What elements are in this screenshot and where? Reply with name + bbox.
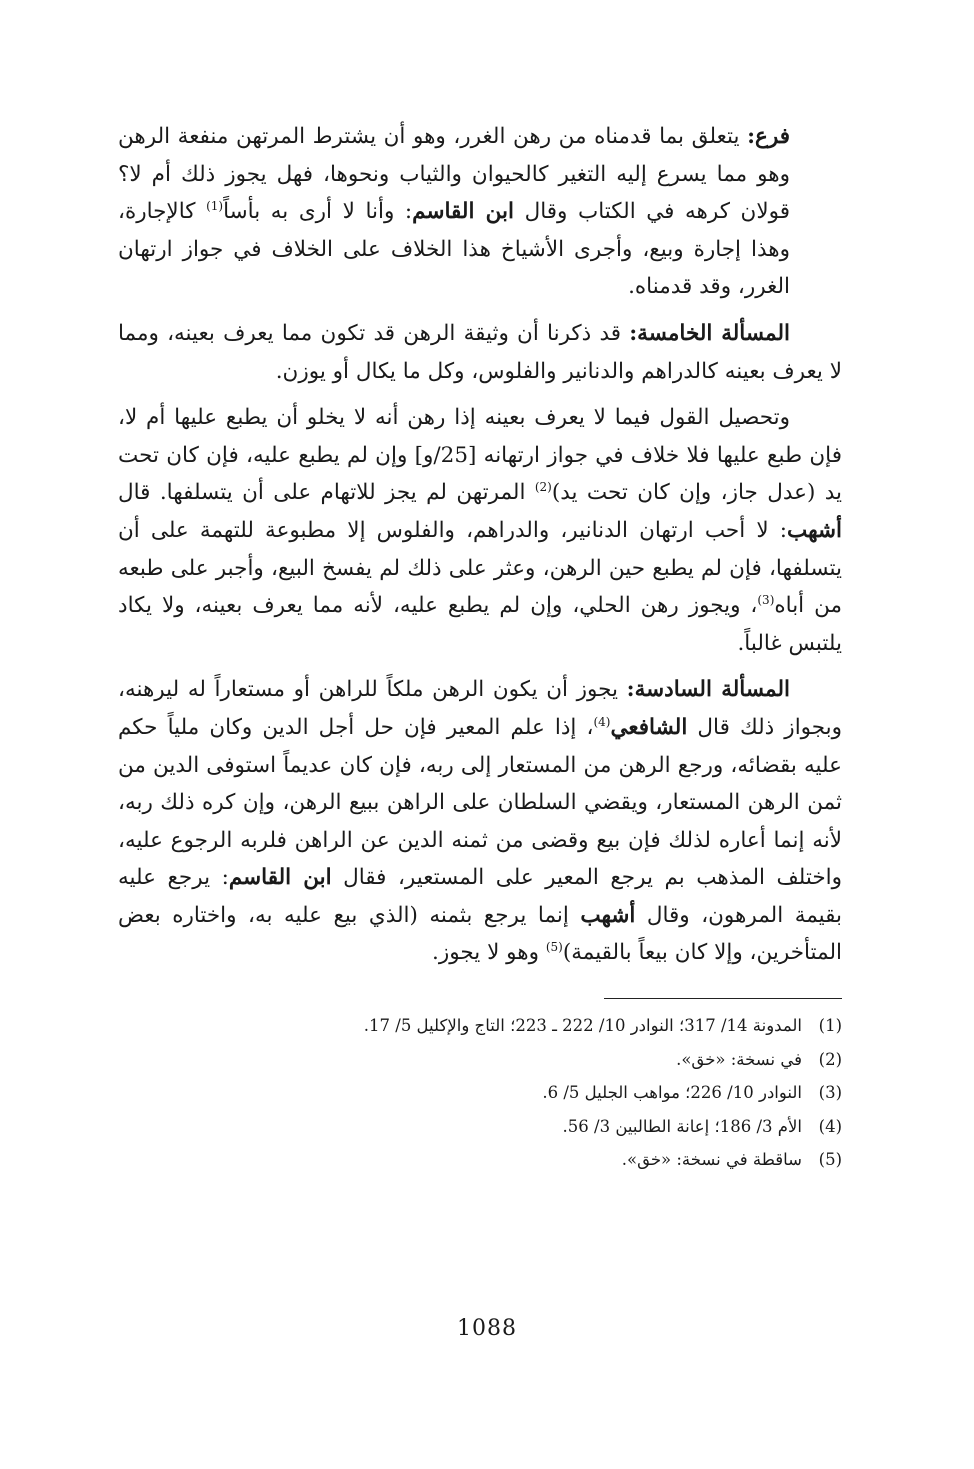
paragraph xyxy=(118,399,842,662)
page-number: 1088 xyxy=(457,1316,517,1341)
footnote-ref: (4) xyxy=(593,714,611,729)
footnote-item xyxy=(118,1043,842,1077)
footnote-number: (5) xyxy=(818,1150,842,1170)
section-heading: المسألة السادسة: xyxy=(626,677,790,703)
section-heading: المسألة الخامسة: xyxy=(629,320,790,346)
footnote-text: الأم 3/ 186؛ إعانة الطالبين 3/ 56. xyxy=(562,1116,802,1136)
text-run: : وأنا لا أرى به بأساً xyxy=(223,199,413,225)
text-run: : يرجع عليه بقيمة المرهون، وقال xyxy=(118,865,842,928)
paragraph xyxy=(118,671,842,972)
footnote-item xyxy=(118,1110,842,1144)
bold-name: أشهب xyxy=(580,902,636,928)
footnote-number: (3) xyxy=(818,1083,842,1103)
text-run: قد ذكرنا أن وثيقة الرهن قد تكون مما يعرف بعينه، ومما لا يعرف بعينه كالدراهم والدنانير والفلوس، وكل ما يكال أو يوزن. xyxy=(118,320,842,384)
text-run: ، ويجوز رهن الحلي، وإن لم يطبع عليه، لأنه مما يعرف بعينه، ولا يكاد يلتبس غالباً. xyxy=(118,593,842,656)
section-heading: فرع: xyxy=(747,124,790,149)
text-run: يتعلق بما قدمناه من رهن الغرر، وهو أن يشترط المرتهن منفعة الرهن وهو مما يسرع إليه التغير كالحيوان والثياب ونحوها، فهل يجوز ذلك أم لا؟ قولان كرهه في الكتاب وقال xyxy=(118,124,790,225)
footnote-ref: (5) xyxy=(545,940,563,955)
footnote-item xyxy=(118,1143,842,1177)
paragraph xyxy=(118,118,790,306)
footnote-number: (4) xyxy=(818,1116,842,1136)
text-run: المرتهن لم يجز للاتهام على أن يتسلفها. قال xyxy=(118,480,535,506)
footnote-number: (1) xyxy=(818,1016,842,1036)
footnote-text: في نسخة: «خق». xyxy=(676,1049,802,1069)
text-run: ، إذا علم المعير فإن حل أجل الدين وكان ملياً حكم عليه بقضائه، ورجع الرهن من المستعار إلى ربه، فإن كان عديماً استوفى الدين من ثمن الرهن المستعار، ويقضي السلطان على الراهن ببيع الرهن، وإن كره ذلك ربه، لأنه إنما أعاره لذلك فإن بيع وقضى من ثمنه الدين عن الراهن فلربه الرجوع عليه، واختلف المذهب بم يرجع المعير على المستعير، فقال xyxy=(118,714,842,891)
footnote-ref: (3) xyxy=(757,592,775,607)
footnote-item xyxy=(118,1076,842,1110)
footnote-item xyxy=(118,1009,842,1043)
text-run: وتحصيل القول فيما لا يعرف بعينه إذا رهن أنه لا يخلو أن يطبع عليها أم لا، فإن طبع عليها فلا خلاف في جواز ارتهانه [25/و] وإن لم يطبع عليه، فإن كان تحت يد (عدل جاز، وإن كان تحت يد) xyxy=(118,405,842,506)
footnote-text: النوادر 10/ 226؛ مواهب الجليل 5/ 6. xyxy=(542,1083,802,1103)
bold-name: أشهب xyxy=(786,517,842,543)
text-run: يجوز أن يكون الرهن ملكاً للراهن أو مستعاراً له ليرهنه، وبجواز ذلك قال xyxy=(118,677,843,740)
footnote-text: ساقطة في نسخة: «خق». xyxy=(621,1150,802,1170)
paragraph xyxy=(118,315,842,390)
footnote-text: المدونة 14/ 317؛ النوادر 10/ 222 ـ 223؛ التاج والإكليل 5/ 17. xyxy=(363,1016,802,1036)
footnote-ref: (1) xyxy=(206,199,224,214)
bold-name: ابن القاسم xyxy=(228,865,332,891)
text-run: كالإجارة، وهذا إجارة وبيع، وأجرى الأشياخ هذا الخلاف على الخلاف في جواز ارتهان الغرر، وقد قدمناه. xyxy=(118,199,790,300)
text-run: : لا أحب ارتهان الدنانير، والدراهم، والفلوس إلا مطبوعة للتهمة على أن يتسلفها، فإن لم يطبع حين الرهن، وعثر على ذلك لم يفسخ البيع، وأجبر على طبعه من أباه xyxy=(118,517,842,619)
footnotes-list xyxy=(118,1009,842,1177)
bold-name: ابن القاسم xyxy=(412,199,514,225)
text-run: وهو لا يجوز. xyxy=(432,940,546,966)
footnote-number: (2) xyxy=(818,1049,842,1069)
text-run: إنما يرجع بثمنه (الذي بيع عليه به، واختاره بعض المتأخرين، وإلا كان بيعاً بالقيمة) xyxy=(118,902,842,966)
footnote-ref: (2) xyxy=(534,480,552,495)
bold-name: الشافعي xyxy=(610,714,688,740)
footnote-separator xyxy=(604,998,842,999)
main-text xyxy=(118,118,842,972)
